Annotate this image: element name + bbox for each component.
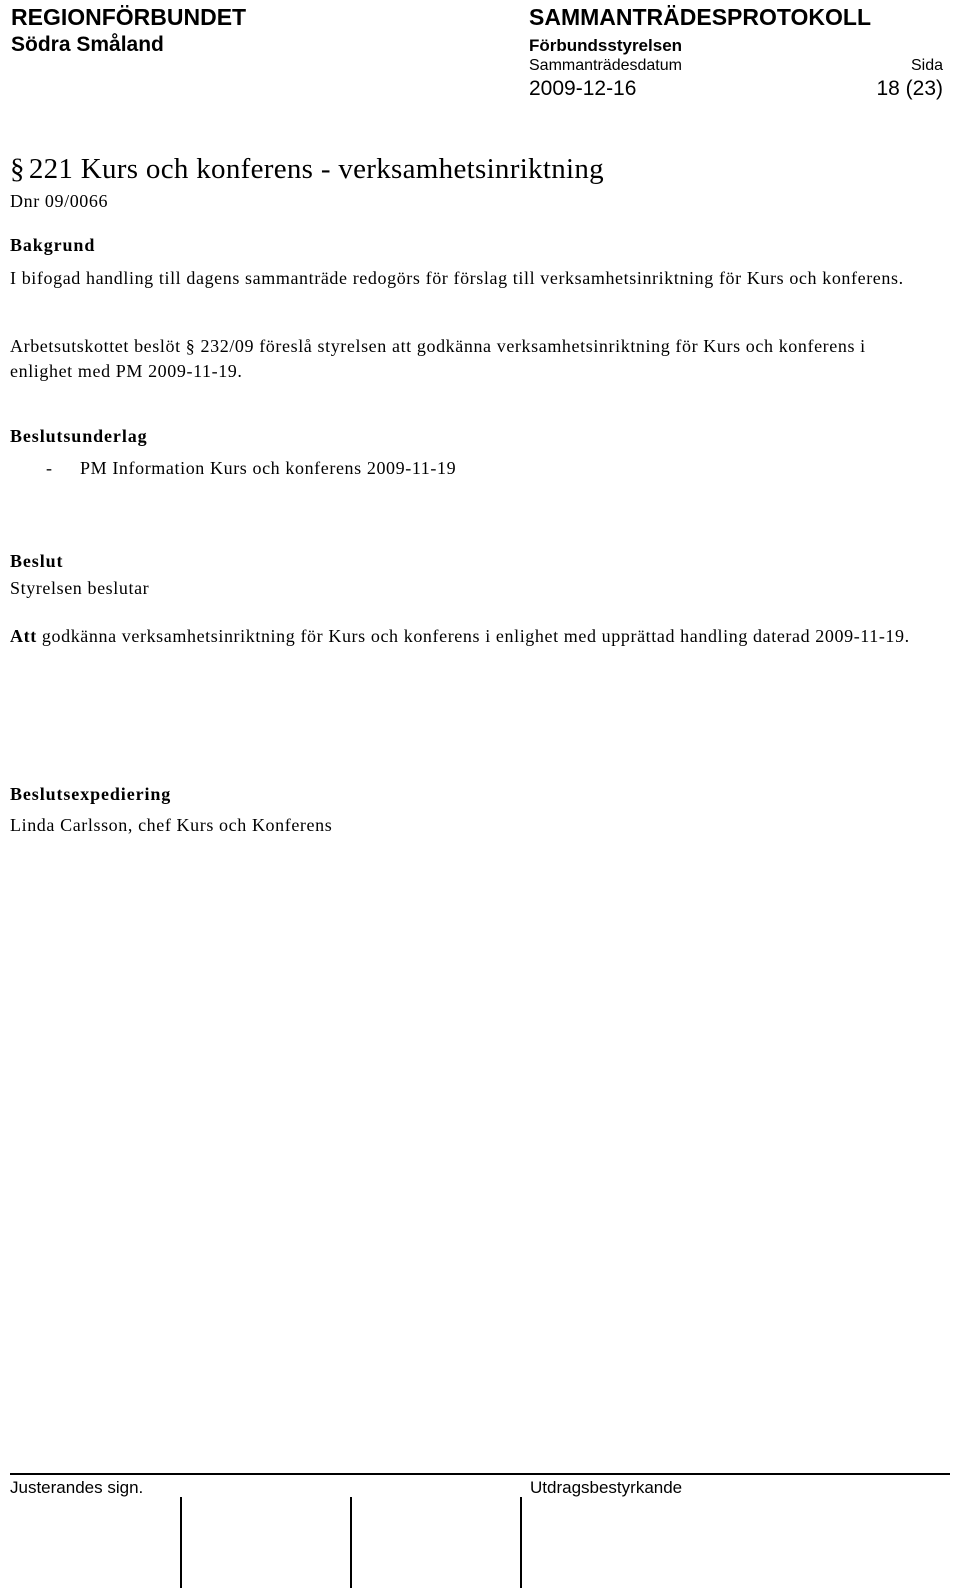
arbetsutskott-text-after: 232/09 föreslå styrelsen att godkänna verksamhetsinriktning för Kurs och konferens i enlighet med PM 2009-11-19. bbox=[10, 336, 866, 381]
signature-field-divider bbox=[520, 1497, 522, 1588]
signature-field-divider bbox=[350, 1497, 352, 1588]
beslut-subheading: Styrelsen beslutar bbox=[10, 578, 150, 598]
page-label: Sida bbox=[910, 57, 943, 74]
item-title bbox=[10, 153, 604, 186]
beslutsexpediering-text: Linda Carlsson, chef Kurs och Konferens bbox=[10, 815, 333, 835]
signature-label: Justerandes sign. bbox=[10, 1478, 144, 1497]
beslut-text bbox=[10, 624, 930, 649]
arbetsutskott-text-before: Arbetsutskottet beslöt bbox=[10, 336, 181, 356]
meeting-date: 2009-12-16 bbox=[529, 77, 637, 100]
document-type: SAMMANTRÄDESPROTOKOLL bbox=[529, 4, 872, 30]
bakgrund-text: I bifogad handling till dagens sammanträde redogörs för förslag till verksamhetsinriktning för Kurs och konferens. bbox=[10, 268, 904, 288]
att-text: godkänna verksamhetsinriktning för Kurs och konferens i enlighet med upprättad handling daterad 2009-11-19. bbox=[41, 626, 910, 646]
org-name-line1: REGIONFÖRBUNDET bbox=[11, 4, 247, 30]
att-word: Att bbox=[10, 626, 37, 646]
diary-number: Dnr 09/0066 bbox=[10, 191, 109, 211]
list-item bbox=[10, 458, 456, 479]
beslut-heading: Beslut bbox=[10, 551, 64, 571]
footer-divider bbox=[10, 1473, 950, 1475]
meeting-date-label: Sammanträdesdatum bbox=[529, 57, 682, 74]
beslutsexpediering-heading: Beslutsexpediering bbox=[10, 784, 172, 804]
board-name: Förbundsstyrelsen bbox=[529, 36, 683, 55]
item-title-text: 221 Kurs och konferens - verksamhetsinriktning bbox=[28, 153, 604, 185]
section-symbol: § bbox=[10, 153, 25, 185]
bakgrund-heading: Bakgrund bbox=[10, 235, 96, 255]
page-number: 18 (23) bbox=[876, 77, 943, 100]
signature-field-divider bbox=[180, 1497, 182, 1588]
list-item-text: PM Information Kurs och konferens 2009-11-19 bbox=[80, 458, 457, 478]
section-symbol: § bbox=[185, 336, 196, 356]
beslutsunderlag-heading: Beslutsunderlag bbox=[10, 426, 148, 446]
list-bullet: - bbox=[46, 458, 53, 478]
org-name-line2: Södra Småland bbox=[11, 33, 164, 56]
extract-certification-label: Utdragsbestyrkande bbox=[530, 1478, 683, 1497]
arbetsutskott-text bbox=[10, 334, 930, 384]
